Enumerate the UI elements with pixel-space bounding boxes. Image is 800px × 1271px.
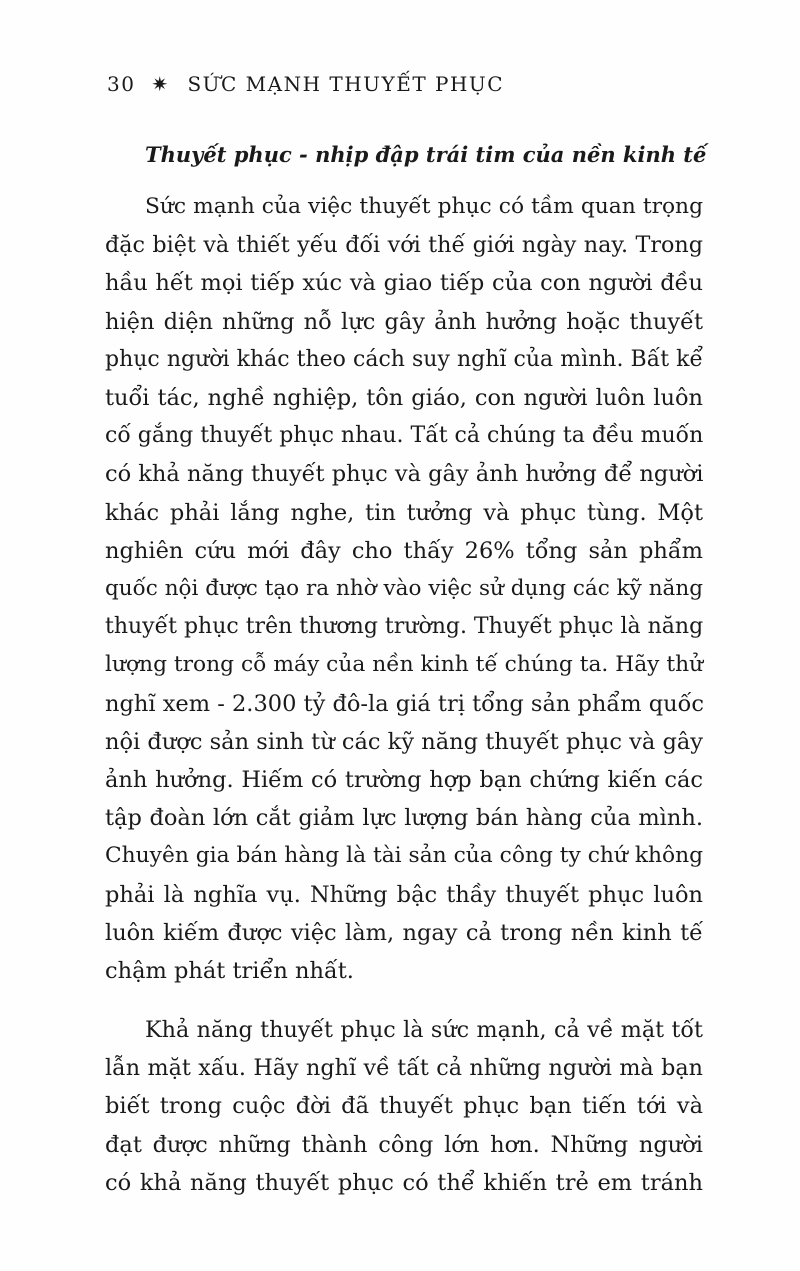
text-line: cố gắng thuyết phục nhau. Tất cả chúng ta đều muốn [105, 423, 704, 449]
paragraph-1 [105, 188, 703, 990]
text-line: Khả năng thuyết phục là sức mạnh, cả về mặt tốt [145, 1017, 703, 1043]
text-line: Chuyên gia bán hàng là tài sản của công ty chứ không [105, 843, 704, 869]
text-line: đạt được những thành công lớn hơn. Những người [105, 1131, 703, 1158]
text-line: biết trong cuộc đời đã thuyết phục bạn tiến tới và [105, 1093, 703, 1120]
text-line: luôn kiếm được việc làm, ngay cả trong nền kinh tế [105, 919, 703, 946]
running-header [107, 72, 504, 96]
book-title: SỨC MẠNH THUYẾT PHỤC [187, 72, 505, 96]
text-line: lẫn mặt xấu. Hãy nghĩ về tất cả những người mà bạn [105, 1055, 703, 1082]
asterisk-ornament-icon: ✷ [151, 72, 170, 96]
text-line: quốc nội được tạo ra nhờ vào việc sử dụng các kỹ năng [105, 576, 703, 602]
text-line: khác phải lắng nghe, tin tưởng và phục tùng. Một [105, 499, 703, 526]
section-heading: Thuyết phục - nhịp đập trái tim của nền kinh tế [145, 142, 707, 167]
text-line: phục người khác theo cách suy nghĩ của mình. Bất kể [105, 346, 703, 372]
page-number: 30 [107, 72, 136, 96]
paragraph-2 [105, 1011, 703, 1202]
text-line: lượng trong cỗ máy của nền kinh tế chúng ta. Hãy thử [105, 652, 704, 678]
text-line: phải là nghĩa vụ. Những bậc thầy thuyết phục luôn [105, 881, 703, 908]
text-line: chậm phát triển nhất. [105, 958, 354, 985]
text-line: nghĩ xem - 2.300 tỷ đô-la giá trị tổng sản phẩm quốc [105, 690, 704, 717]
text-line: nội được sản sinh từ các kỹ năng thuyết phục và gây [105, 728, 703, 755]
text-line: đặc biệt và thiết yếu đối với thế giới ngày nay. Trong [105, 232, 703, 259]
text-line: có khả năng thuyết phục và gây ảnh hưởng để người [105, 461, 704, 488]
text-line: nghiên cứu mới đây cho thấy 26% tổng sản phẩm [105, 537, 703, 564]
text-line: ảnh hưởng. Hiếm có trường hợp bạn chứng kiến các [105, 767, 703, 794]
text-line: tập đoàn lớn cắt giảm lực lượng bán hàng của mình. [105, 805, 703, 832]
text-line: tuổi tác, nghề nghiệp, tôn giáo, con người luôn luôn [105, 385, 703, 412]
text-line: Sức mạnh của việc thuyết phục có tầm quan trọng [145, 194, 703, 219]
text-line: có khả năng thuyết phục có thể khiến trẻ em tránh [105, 1169, 703, 1196]
text-line: hầu hết mọi tiếp xúc và giao tiếp của con người đều [105, 270, 703, 297]
text-line: hiện diện những nỗ lực gây ảnh hưởng hoặc thuyết [105, 308, 703, 335]
text-line: thuyết phục trên thương trường. Thuyết phục là năng [105, 614, 704, 640]
